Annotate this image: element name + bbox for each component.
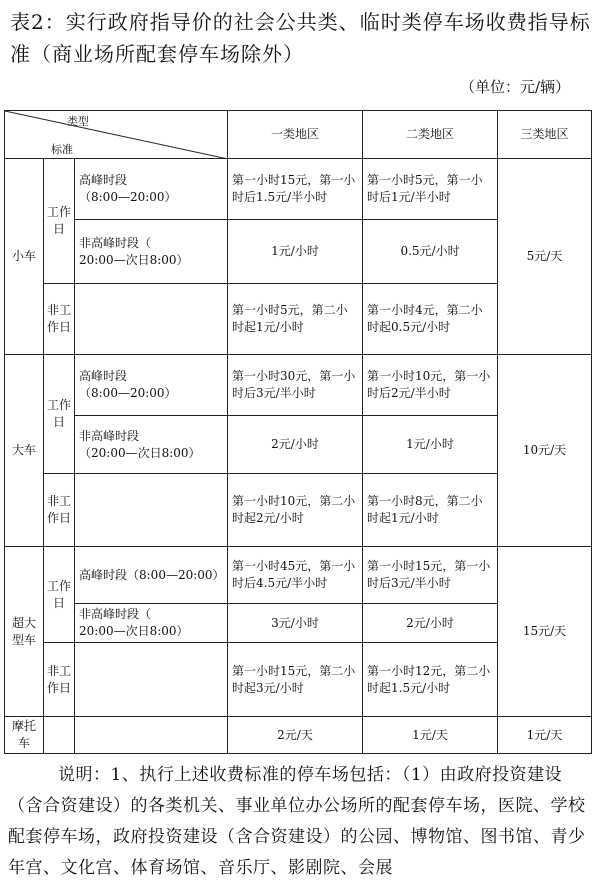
nonworkday-label: 非工作日 (44, 643, 75, 717)
fee-class3: 1元/天 (498, 717, 592, 754)
table-row (5, 547, 592, 604)
fee-class3: 5元/天 (498, 159, 592, 355)
fee-table (4, 110, 592, 754)
fee-cell: 第一小时30元，第一小时后3元/半小时 (228, 355, 363, 416)
peak-period: 高峰时段（8:00—20:00） (75, 547, 228, 604)
vehicle-small: 小车 (5, 159, 44, 355)
fee-cell: 第一小时10元，第二小时起2元/小时 (228, 474, 363, 547)
table-row (5, 355, 592, 416)
table-row (5, 717, 592, 754)
fee-cell: 第一小时15元，第一小时后1.5元/半小时 (228, 159, 363, 220)
fee-cell: 第一小时8元，第二小时起1元/小时 (363, 474, 498, 547)
fee-cell: 第一小时5元，第一小时后1元/半小时 (363, 159, 498, 220)
offpeak-period: 非高峰时段（ 20:00—次日8:00） (75, 604, 228, 643)
fee-cell: 第一小时12元，第二小时起1.5元/小时 (363, 643, 498, 717)
fee-cell: 第一小时15元，第二小时起3元/小时 (228, 643, 363, 717)
header-row (5, 111, 592, 159)
empty-cell (44, 717, 75, 754)
fee-cell: 2元/天 (228, 717, 363, 754)
fee-class3: 10元/天 (498, 355, 592, 547)
fee-cell: 1元/天 (363, 717, 498, 754)
nonworkday-label: 非工作日 (44, 474, 75, 547)
offpeak-period: 非高峰时段 （20:00—次日8:00） (75, 416, 228, 474)
vehicle-large: 大车 (5, 355, 44, 547)
fee-cell: 第一小时5元，第二小时起1元/小时 (228, 284, 363, 355)
col-class2: 二类地区 (363, 111, 498, 159)
fee-cell: 1元/小时 (228, 220, 363, 284)
table-row (5, 159, 592, 220)
fee-cell: 2元/小时 (363, 604, 498, 643)
workday-label: 工作日 (44, 159, 75, 284)
fee-cell: 第一小时15元，第一小时后3元/半小时 (363, 547, 498, 604)
fee-cell: 3元/小时 (228, 604, 363, 643)
empty-cell (75, 284, 228, 355)
empty-cell (75, 474, 228, 547)
corner-standard-label: 标准 (51, 143, 73, 156)
workday-label: 工作日 (44, 547, 75, 643)
nonworkday-label: 非工作日 (44, 284, 75, 355)
vehicle-moto: 摩托车 (5, 717, 44, 754)
peak-period: 高峰时段 （8:00—20:00） (75, 159, 228, 220)
fee-cell: 1元/小时 (363, 416, 498, 474)
col-class3: 三类地区 (498, 111, 592, 159)
col-class1: 一类地区 (228, 111, 363, 159)
unit-label: （单位：元/辆） (459, 78, 570, 96)
fee-class3: 15元/天 (498, 547, 592, 717)
fee-cell: 第一小时4元，第二小时起0.5元/小时 (363, 284, 498, 355)
workday-label: 工作日 (44, 355, 75, 474)
empty-cell (75, 643, 228, 717)
offpeak-period: 非高峰时段（ 20:00—次日8:00） (75, 220, 228, 284)
page-title: 表2：实行政府指导价的社会公共类、临时类停车场收费指导标准（商业场所配套停车场除外） (10, 10, 591, 66)
corner-header (5, 111, 228, 159)
fee-cell: 第一小时45元，第一小时后4.5元/半小时 (228, 547, 363, 604)
fee-cell: 0.5元/小时 (363, 220, 498, 284)
fee-cell: 2元/小时 (228, 416, 363, 474)
empty-cell (75, 717, 228, 754)
corner-diagonal (5, 111, 228, 159)
note-paragraph: 说明：1、执行上述收费标准的停车场包括：（1）由政府投资建设（含合资建设）的各类机关、事业单位办公场所的配套停车场，医院、学校配套停车场，政府投资建设（含合资建设）的公园、博物馆、图书馆、青少年宫、文化宫、体育场馆、音乐厅、影剧院、会展 (8, 765, 586, 878)
vehicle-xl: 超大型车 (5, 547, 44, 717)
fee-cell: 第一小时10元，第一小时后2元/半小时 (363, 355, 498, 416)
corner-type-label: 类型 (67, 115, 89, 128)
peak-period: 高峰时段 （8:00—20:00） (75, 355, 228, 416)
